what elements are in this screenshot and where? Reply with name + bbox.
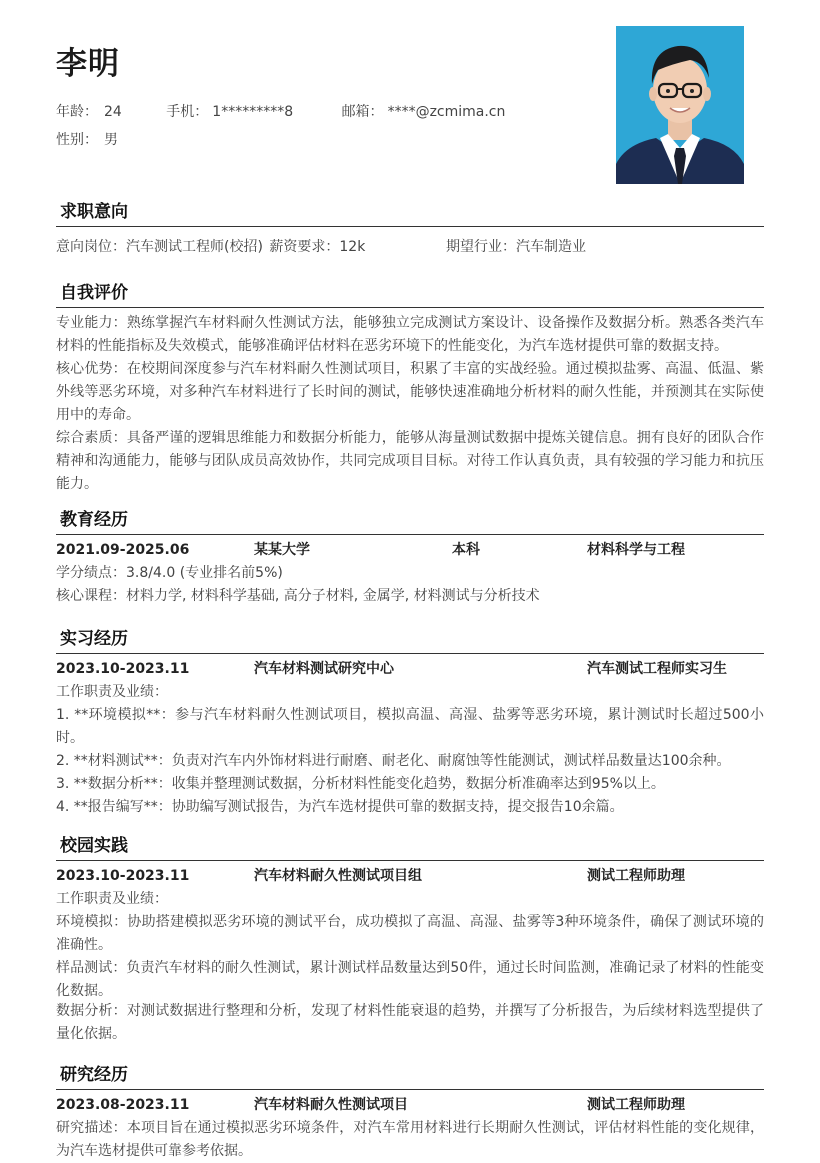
- campus-role: 测试工程师助理: [587, 868, 685, 884]
- profile-photo-illustration: [616, 26, 744, 184]
- campus-item-2: 样品测试：负责汽车材料的耐久性测试，累计测试样品数量达到50件，通过长时间监测，准确记录了材料的性能变化数据。: [56, 960, 764, 999]
- section-research: [56, 1061, 764, 1090]
- campus-item-3: 数据分析：对测试数据进行整理和分析，发现了材料性能衰退的趋势，并撰写了分析报告，为后续材料选型提供了量化依据。: [56, 1003, 764, 1042]
- research-period: 2023.08-2023.11: [56, 1097, 190, 1113]
- research-org: 汽车材料耐久性测试项目: [254, 1097, 408, 1113]
- section-title-self-evaluation: 自我评价: [60, 283, 128, 303]
- section-title-job-intent: 求职意向: [60, 202, 128, 222]
- section-internship: [56, 625, 764, 654]
- research-description: 研究描述：本项目旨在通过模拟恶劣环境条件，对汽车常用材料进行长期耐久性测试，评估材料性能的变化规律，为汽车选材提供可靠参考依据。: [56, 1120, 764, 1159]
- research-role: 测试工程师助理: [587, 1097, 685, 1113]
- internship-org: 汽车材料测试研究中心: [254, 661, 394, 677]
- section-title-campus: 校园实践: [60, 836, 128, 856]
- section-title-education: 教育经历: [60, 510, 128, 530]
- basic-info-line-2: [56, 129, 118, 149]
- internship-item-1: 1. **环境模拟**：参与汽车材料耐久性测试项目，模拟高温、高湿、盐雾等恶劣环境，累计测试时长超过500小时。: [56, 707, 764, 746]
- internship-item-4: 4. **报告编写**：协助编写测试报告，为汽车选材提供可靠的数据支持，提交报告10余篇。: [56, 799, 624, 815]
- intent-industry: 期望行业：汽车制造业: [446, 239, 586, 255]
- section-job-intent: [56, 198, 764, 227]
- education-period: 2021.09-2025.06: [56, 542, 190, 558]
- section-education: [56, 506, 764, 535]
- campus-header-row: [56, 865, 764, 888]
- internship-period: 2023.10-2023.11: [56, 661, 190, 677]
- email-value: ****@zcmima.cn: [387, 104, 506, 120]
- research-header-row: [56, 1094, 764, 1117]
- self-eval-qualities: 综合素质：具备严谨的逻辑思维能力和数据分析能力，能够从海量测试数据中提炼关键信息。拥有良好的团队合作精神和沟通能力，能够与团队成员高效协作，共同完成项目目标。对待工作认真负责，具有较强的学习能力和抗压能力。: [56, 430, 764, 492]
- internship-duty-label: 工作职责及业绩：: [56, 684, 168, 700]
- section-title-internship: 实习经历: [60, 629, 128, 649]
- education-gpa: 学分绩点：3.8/4.0 (专业排名前5%): [56, 565, 283, 581]
- age-value: 24: [104, 104, 122, 120]
- phone-label: 手机：: [166, 104, 209, 120]
- internship-role: 汽车测试工程师实习生: [587, 661, 727, 677]
- phone-value: 1*********8: [212, 104, 294, 120]
- internship-item-2: 2. **材料测试**：负责对汽车内外饰材料进行耐磨、耐老化、耐腐蚀等性能测试，测试样品数量达100余种。: [56, 753, 731, 769]
- internship-item-3: 3. **数据分析**：收集并整理测试数据，分析材料性能变化趋势，数据分析准确率达到95%以上。: [56, 776, 665, 792]
- section-self-evaluation: [56, 279, 764, 308]
- campus-duty-label: 工作职责及业绩：: [56, 891, 168, 907]
- section-campus: [56, 832, 764, 861]
- intent-position: 意向岗位：汽车测试工程师(校招): [56, 239, 263, 255]
- profile-photo: [616, 26, 744, 184]
- intent-salary: 薪资要求：12k: [269, 239, 366, 255]
- gender-value: 男: [104, 132, 118, 148]
- job-intent-row: [56, 236, 764, 259]
- gender-label: 性别：: [56, 132, 98, 148]
- self-eval-advantages: 核心优势：在校期间深度参与汽车材料耐久性测试项目，积累了丰富的实战经验。通过模拟盐雾、高温、低温、紫外线等恶劣环境，对多种汽车材料进行了长时间的测试，能够快速准确地分析材料的耐久性能，并预测其在实际使用中的寿命。: [56, 361, 764, 423]
- campus-item-1: 环境模拟：协助搭建模拟恶劣环境的测试平台，成功模拟了高温、高湿、盐雾等3种环境条件，确保了测试环境的准确性。: [56, 914, 764, 953]
- education-major: 材料科学与工程: [587, 542, 685, 558]
- education-courses: 核心课程：材料力学, 材料科学基础, 高分子材料, 金属学, 材料测试与分析技术: [56, 588, 540, 604]
- campus-period: 2023.10-2023.11: [56, 868, 190, 884]
- email-label: 邮箱：: [341, 104, 384, 120]
- education-header-row: [56, 539, 764, 562]
- candidate-name: 李明: [56, 46, 120, 82]
- internship-header-row: [56, 658, 764, 681]
- age-label: 年龄：: [56, 104, 98, 120]
- self-eval-professional: 专业能力：熟练掌握汽车材料耐久性测试方法，能够独立完成测试方案设计、设备操作及数据分析。熟悉各类汽车材料的性能指标及失效模式，能够准确评估材料在恶劣环境下的性能变化，为汽车选材提供可靠的数据支持。: [56, 315, 764, 354]
- education-school: 某某大学: [254, 542, 310, 558]
- campus-org: 汽车材料耐久性测试项目组: [254, 868, 422, 884]
- section-title-research: 研究经历: [60, 1065, 128, 1085]
- basic-info-line-1: [56, 101, 505, 121]
- education-degree: 本科: [452, 542, 480, 558]
